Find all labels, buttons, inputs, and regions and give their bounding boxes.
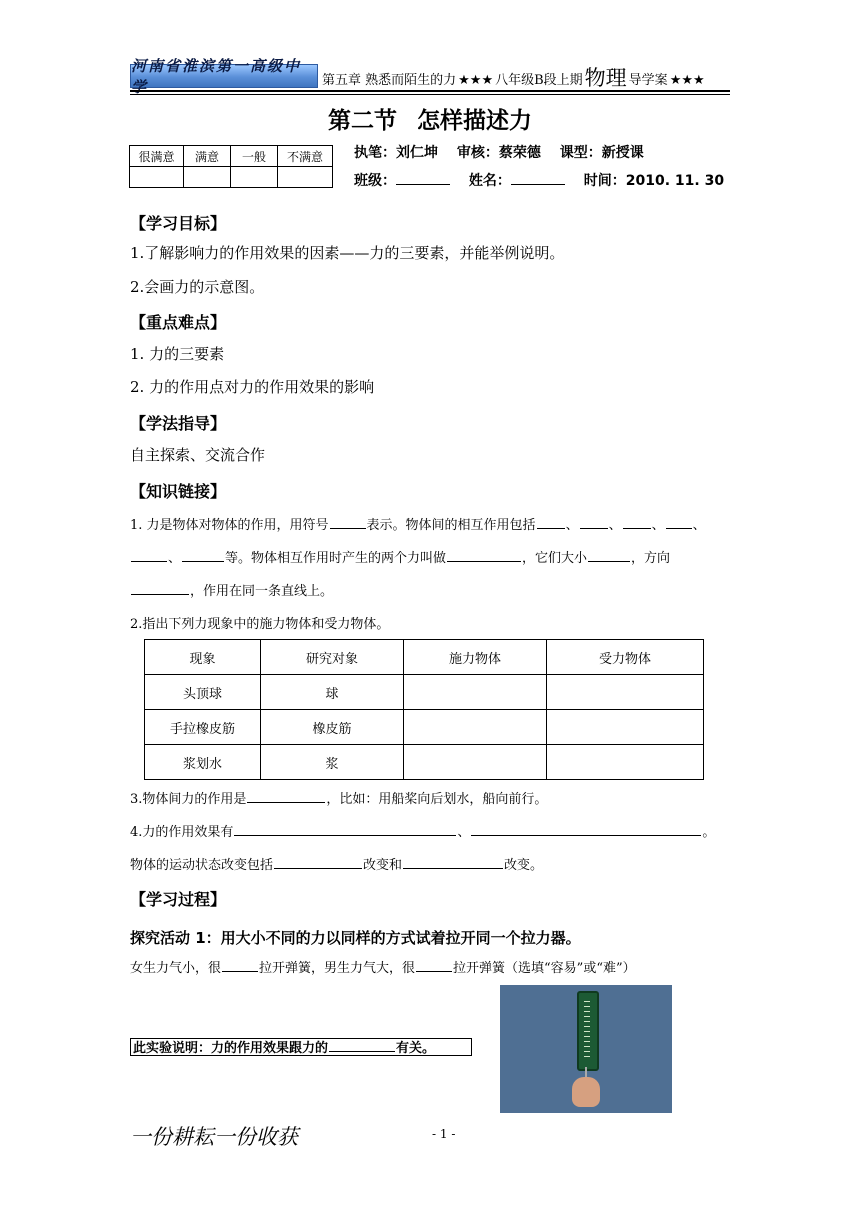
answer-cell[interactable] xyxy=(547,710,704,745)
keypoint-item: 2. 力的作用点对力的作用效果的影响 xyxy=(130,378,375,396)
activity-text: 拉开弹簧，男生力气大，很 xyxy=(259,961,416,976)
header-rule-thin xyxy=(130,94,730,95)
column-header: 现象 xyxy=(145,640,261,675)
satisfaction-option: 满意 xyxy=(184,146,231,167)
fill-blank[interactable] xyxy=(131,549,167,562)
header-text xyxy=(322,66,730,88)
page-number: - 1 - xyxy=(432,1127,456,1141)
meta-line-2 xyxy=(354,170,724,190)
q1-text: 等。物体相互作用时产生的两个力叫做 xyxy=(225,551,447,566)
fill-blank[interactable] xyxy=(588,549,630,562)
answer-cell[interactable] xyxy=(547,745,704,780)
fill-blank[interactable] xyxy=(329,1039,395,1052)
fill-blank[interactable] xyxy=(623,516,651,529)
question-1-line-1 xyxy=(130,514,706,533)
question-3 xyxy=(130,788,547,807)
question-1-line-2 xyxy=(130,547,670,566)
satisfaction-option: 很满意 xyxy=(130,146,184,167)
meta-lesson-type: 课型：新授课 xyxy=(559,145,644,161)
activity-1-title: 探究活动 1：用大小不同的力以同样的方式试着拉开同一个拉力器。 xyxy=(130,929,581,947)
school-logo xyxy=(130,57,318,96)
satisfaction-option: 不满意 xyxy=(278,146,333,167)
spring-scale-icon xyxy=(577,991,599,1071)
meta-time: 时间：2010. 11. 30 xyxy=(583,173,725,189)
activity-text: 拉开弹簧（选填“容易”或“难”） xyxy=(453,961,636,976)
fill-blank[interactable] xyxy=(666,516,692,529)
experiment-conclusion-box xyxy=(130,1038,472,1056)
q4-text: 4.力的作用效果有 xyxy=(130,825,234,840)
header-stars-right: ★★★ xyxy=(669,73,705,88)
meta-writer: 执笔：刘仁坤 xyxy=(354,145,438,161)
fill-blank[interactable] xyxy=(416,959,452,972)
column-header: 研究对象 xyxy=(261,640,404,675)
q4-end: 。 xyxy=(702,825,716,840)
fill-blank[interactable] xyxy=(471,823,701,836)
fill-blank[interactable] xyxy=(330,516,366,529)
q1-separator: 、 xyxy=(168,551,182,566)
column-header: 施力物体 xyxy=(404,640,547,675)
fill-blank[interactable] xyxy=(403,856,503,869)
q1-text: ，方向 xyxy=(631,551,671,566)
table-cell: 手拉橡皮筋 xyxy=(145,710,261,745)
question-5 xyxy=(130,854,543,873)
q1-text: ，它们大小 xyxy=(522,551,588,566)
fill-blank[interactable] xyxy=(447,549,521,562)
question-4 xyxy=(130,821,715,840)
spring-scale-photo xyxy=(500,985,672,1113)
q1-text: 1. 力是物体对物体的作用，用符号 xyxy=(130,518,329,533)
table-cell: 球 xyxy=(261,675,404,710)
q1-text: 表示。物体间的相互作用包括 xyxy=(366,518,536,533)
q5-text: 物体的运动状态改变包括 xyxy=(130,858,274,873)
table-cell: 橡皮筋 xyxy=(261,710,404,745)
header-chapter: 第五章 熟悉而陌生的力 xyxy=(322,73,457,88)
q3-text: ，比如：用船桨向后划水，船向前行。 xyxy=(326,792,548,807)
fill-blank[interactable] xyxy=(537,516,565,529)
answer-cell[interactable] xyxy=(404,710,547,745)
q1-separator: 、 xyxy=(565,518,579,533)
q1-separator: 、 xyxy=(651,518,665,533)
school-logo-text: 河南省淮滨第一高级中学 xyxy=(131,57,302,96)
header-subject: 物理 xyxy=(584,66,627,90)
header-stars-left: ★★★ xyxy=(458,73,494,88)
meta-name-label: 姓名： xyxy=(468,173,511,189)
activity-1-question xyxy=(130,957,636,976)
process-heading: 【学习过程】 xyxy=(130,890,227,909)
question-1-line-3 xyxy=(130,580,333,599)
answer-cell[interactable] xyxy=(404,675,547,710)
table-cell: 浆划水 xyxy=(145,745,261,780)
keypoints-heading: 【重点难点】 xyxy=(130,313,227,332)
satisfaction-checkbox[interactable] xyxy=(231,167,278,188)
page-title xyxy=(0,102,860,135)
q5-text: 改变和 xyxy=(363,858,403,873)
question-2: 2.指出下列力现象中的施力物体和受力物体。 xyxy=(130,617,390,632)
keypoint-item: 1. 力的三要素 xyxy=(130,345,225,363)
activity-text: 女生力气小，很 xyxy=(130,961,222,976)
method-heading: 【学法指导】 xyxy=(130,414,227,433)
force-subject-table xyxy=(144,639,704,780)
fill-blank[interactable] xyxy=(234,823,456,836)
goal-item: 2.会画力的示意图。 xyxy=(130,278,265,296)
table-cell: 浆 xyxy=(261,745,404,780)
header-rule-thick xyxy=(130,90,730,92)
fill-blank[interactable] xyxy=(222,959,258,972)
method-text: 自主探索、交流合作 xyxy=(130,446,266,464)
title-topic: 怎样描述力 xyxy=(417,107,532,134)
links-heading: 【知识链接】 xyxy=(130,482,227,501)
header-grade: 八年级B段上期 xyxy=(495,73,583,88)
footer-motto: 一份耕耘一份收获 xyxy=(130,1125,298,1149)
fill-blank[interactable] xyxy=(182,549,224,562)
satisfaction-checkbox[interactable] xyxy=(184,167,231,188)
column-header: 受力物体 xyxy=(547,640,704,675)
meta-line-1 xyxy=(354,142,644,162)
q1-separator: 、 xyxy=(608,518,622,533)
satisfaction-table xyxy=(129,145,333,188)
class-blank[interactable] xyxy=(396,170,450,185)
table-row xyxy=(145,675,704,710)
table-row xyxy=(145,745,704,780)
fill-blank[interactable] xyxy=(274,856,362,869)
satisfaction-header-row xyxy=(130,146,333,167)
satisfaction-checkbox[interactable] xyxy=(278,167,333,188)
table-row xyxy=(145,710,704,745)
satisfaction-check-row[interactable] xyxy=(130,167,333,188)
fill-blank[interactable] xyxy=(131,582,189,595)
meta-reviewer: 审核：蔡荣德 xyxy=(456,145,541,161)
answer-cell[interactable] xyxy=(547,675,704,710)
answer-cell[interactable] xyxy=(404,745,547,780)
goals-heading: 【学习目标】 xyxy=(130,214,227,233)
fill-blank[interactable] xyxy=(580,516,608,529)
conclusion-text: 此实验说明：力的作用效果跟力的 xyxy=(133,1041,329,1056)
satisfaction-option: 一般 xyxy=(231,146,278,167)
table-cell: 头顶球 xyxy=(145,675,261,710)
q3-text: 3.物体间力的作用是 xyxy=(130,792,247,807)
title-section: 第二节 xyxy=(328,107,397,134)
q1-text: ，作用在同一条直线上。 xyxy=(190,584,334,599)
hand-icon xyxy=(572,1077,600,1107)
conclusion-text: 有关。 xyxy=(396,1041,436,1056)
goal-item: 1.了解影响力的作用效果的因素——力的三要素，并能举例说明。 xyxy=(130,244,565,262)
name-blank[interactable] xyxy=(511,170,565,185)
fill-blank[interactable] xyxy=(247,790,325,803)
q1-separator: 、 xyxy=(692,518,706,533)
table-header-row xyxy=(145,640,704,675)
q4-separator: 、 xyxy=(457,825,471,840)
header-doc-type: 导学案 xyxy=(628,73,668,88)
q5-text: 改变。 xyxy=(504,858,544,873)
meta-class-label: 班级： xyxy=(354,173,396,189)
satisfaction-checkbox[interactable] xyxy=(130,167,184,188)
